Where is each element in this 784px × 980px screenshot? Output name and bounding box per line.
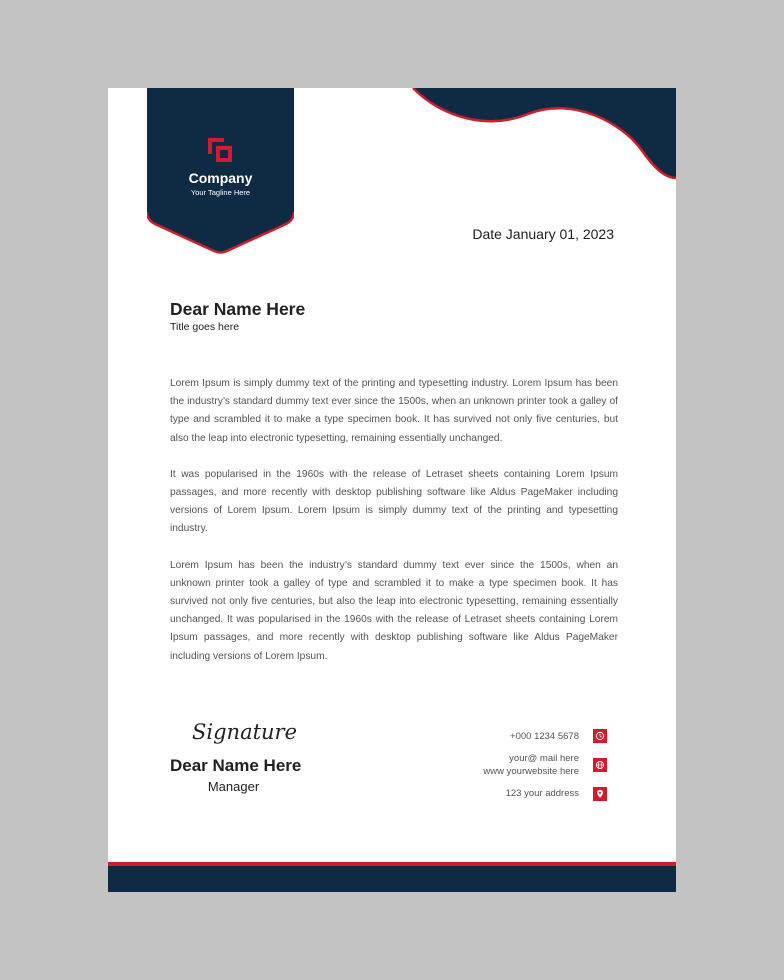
recipient-name: Dear Name Here xyxy=(170,299,306,319)
recipient-title: Title goes here xyxy=(170,321,240,333)
contact-address: 123 your address xyxy=(505,788,579,799)
footer-navy-bar xyxy=(108,866,676,892)
body-paragraph: Lorem Ipsum has been the industry’s standard dummy text ever since the 1500s, when an unknown printer took a galley of type and scrambled it to make a type specimen book. It has survived not only five centuries, but also the leap into electronic typesetting, remaining essentially unchanged. It was popularised in the 1960s with the release of Letraset sheets containing Lorem Ipsum passages, and more recently with desktop publishing software like Aldus PageMaker including versions of Lorem Ipsum. xyxy=(170,559,618,662)
top-wave-shape xyxy=(413,88,676,178)
company-name: Company xyxy=(188,170,253,186)
contact-phone: +000 1234 5678 xyxy=(510,731,579,742)
company-tagline: Your Tagline Here xyxy=(190,188,251,197)
company-logo-icon xyxy=(208,138,232,162)
body-paragraph: It was popularised in the 1960s with the release of Letraset sheets containing Lorem Ipsum passages, and more recently with desktop publishing software like Aldus PageMaker including versions of Lorem Ipsum. Lorem Ipsum is simply dummy text of the printing and typesetting industry. xyxy=(170,468,618,535)
phone-icon xyxy=(593,729,607,743)
signature-script: Signature xyxy=(192,720,298,744)
signer-name: Dear Name Here xyxy=(170,756,302,775)
body-paragraph: Lorem Ipsum is simply dummy text of the printing and typesetting industry. Lorem Ipsum has been the industry’s standard dummy text ever since the 1500s, when an unknown printer took a galley of type and scrambled it to make a type specimen book. It has survived not only five centuries, but also the leap into electronic typesetting, remaining essentially unchanged. xyxy=(170,378,618,444)
letter-body xyxy=(170,375,618,684)
location-pin-icon xyxy=(593,787,607,801)
contact-email: your@ mail here xyxy=(509,753,579,764)
globe-icon xyxy=(593,758,607,772)
letterhead-page xyxy=(108,88,676,892)
letter-date: Date January 01, 2023 xyxy=(472,226,614,242)
contact-website: www yourwebsite here xyxy=(483,765,579,777)
signer-role: Manager xyxy=(207,779,260,794)
